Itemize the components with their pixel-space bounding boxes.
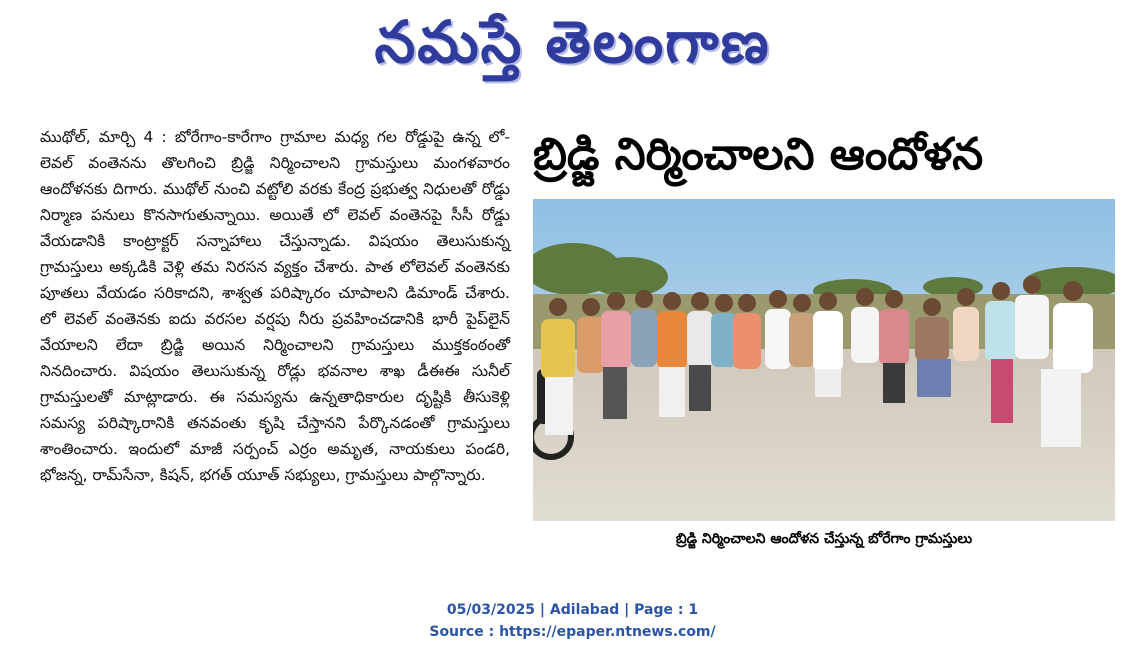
- photo-caption: బ్రిడ్జి నిర్మించాలని ఆందోళన చేస్తున్న బోరేగాం గ్రామస్తులు: [675, 531, 973, 547]
- news-photo: [533, 199, 1115, 521]
- masthead-logo: నమస్తే తెలంగాణ: [374, 8, 771, 76]
- edition-info: 05/03/2025 | Adilabad | Page : 1: [446, 602, 699, 618]
- source-link[interactable]: Source : https://epaper.ntnews.com/: [429, 624, 716, 640]
- article-body: ముథోల్, మార్చి 4 : బోరేగాం-కారేగాం గ్రామాల మధ్య గల రోడ్డుపై ఉన్న లో-లెవల్ వంతెనను తొలగించి బ్రిడ్జి నిర్మించాలని గ్రామస్తులు మంగళవారం ఆందోళనకు దిగారు. ముథోల్ నుంచి వట్టోలి వరకు కేంద్ర ప్రభుత్వ నిధులతో రోడ్డు నిర్మాణ పనులు కొనసాగుతున్నాయి. అయితే లో లెవల్ వంతెనపై సీసీ రోడ్డు వేయడానికి కాంట్రాక్టర్ సన్నాహాలు చేస్తున్నాడు. విషయం తెలుసుకున్న గ్రామస్తులు అక్కడికి వెళ్లి తమ నిరసన వ్యక్తం చేశారు. పాత లోలెవల్ వంతెనకు పూతలు వేయడం సరికాదని, శాశ్వత పరిష్కారం చూపాలని డిమాండ్ చేశారు. లో లెవల్ వంతెనకు ఐదు వరసల వర్షపు నీరు ప్రవహించడానికి భారీ పైప్‌లైన్ వేయాలని లేదా బ్రిడ్జి అయిన నిర్మించాలని గ్రామస్తులు ముక్తకంఠంతో నినదించారు. విషయం తెలుసుకున్న రోడ్లు భవనాల శాఖ డీఈఈ సునీల్ గ్రామస్తులతో మాట్లాడారు. ఈ సమస్యను ఉన్నతాధికారుల దృష్టికి తీసుకెళ్లి సమస్య పరిష్కారానికి తనవంతు కృషి చేస్తానని పేర్కొనడంతో గ్రామస్తులు శాంతించారు. ఇందులో మాజీ సర్పంచ్ ఎర్రం అమృత, నాయకులు పండరి, భోజన్న, రామ్‌సేనా, కిషన్, భగత్ యూత్ సభ్యులు, గ్రామస్తులు పాల్గొన్నారు.: [40, 128, 510, 484]
- article-headline: బ్రిడ్జి నిర్మించాలని ఆందోళన: [533, 129, 984, 180]
